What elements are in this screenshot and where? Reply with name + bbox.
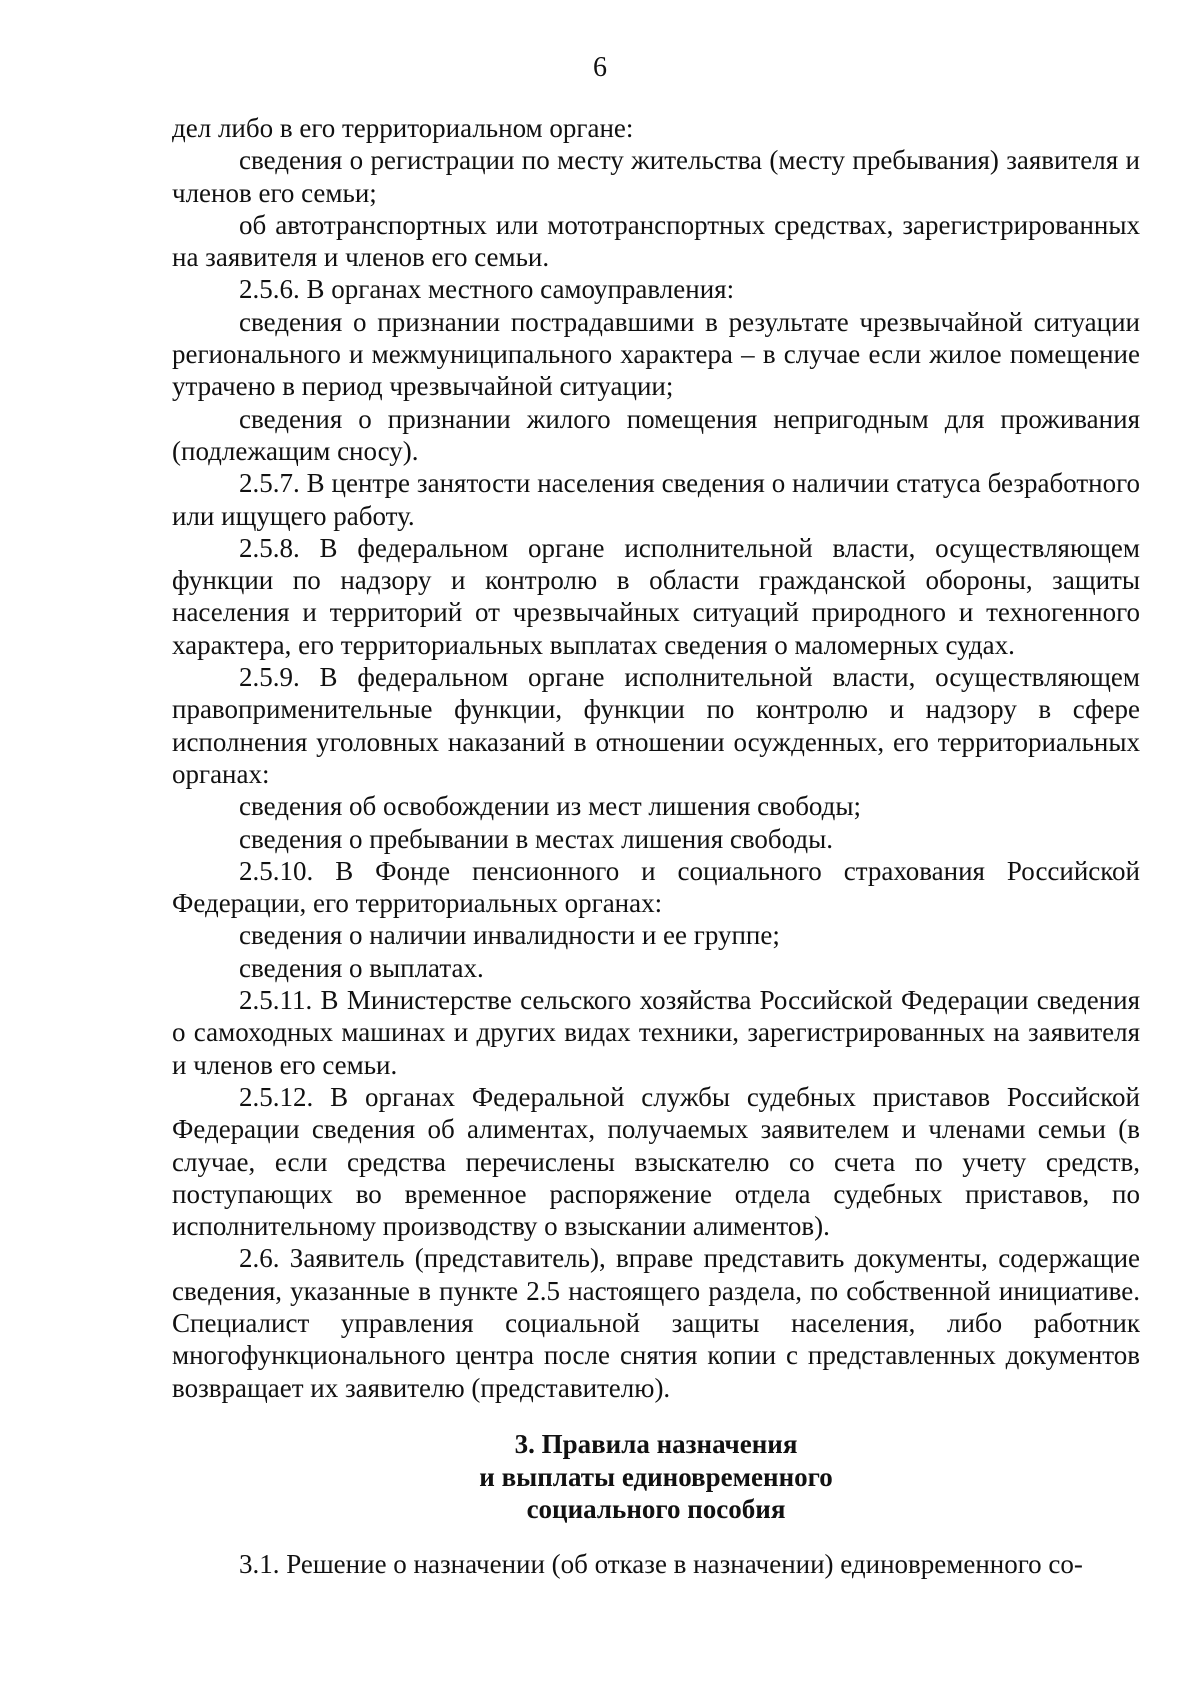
paragraph: сведения о регистрации по месту жительства (месту пребывания) заявителя и членов его семьи; [172, 145, 1140, 208]
paragraph: 2.5.11. В Министерстве сельского хозяйства Российской Федерации сведения о самоходных машинах и других видах техники, зарегистрированных на заявителя и членов его семьи. [172, 985, 1140, 1080]
paragraph: 2.5.6. В органах местного самоуправления: [239, 274, 735, 305]
paragraph: об автотранспортных или мототранспортных средствах, зарегистрированных на заявителя и членов его семьи. [172, 209, 1140, 273]
body-text [172, 112, 1140, 1404]
paragraph: 2.5.10. В Фонде пенсионного и социального страхования Российской Федерации, его территориальных органах: [172, 855, 1140, 919]
paragraph: 2.5.9. В федеральном органе исполнительной власти, осуществляющем правоприменительные функции, функции по контролю и надзору в сфере исполнения уголовных наказаний в отношении осужденных, его территориальных органах: [172, 662, 1140, 789]
paragraph: 2.6. Заявитель (представитель), вправе представить документы, содержащие сведения, указанные в пункте 2.5 настоящего раздела, по собственной инициативе. Специалист управления социальной защиты населения, либо работник многофункционального центра после снятия копии с представленных документов возвращает их заявителю (представителю). [172, 1243, 1140, 1403]
section-heading-line: и выплаты единовременного [479, 1461, 833, 1492]
paragraph: 3.1. Решение о назначении (об отказе в назначении) единовременного со- [239, 1549, 1083, 1579]
section-heading-line: социального пособия [526, 1494, 786, 1524]
paragraph: 2.5.8. В федеральном органе исполнительной власти, осуществляющем функции по надзору и контролю в области гражданской обороны, защиты населения и территорий от чрезвычайных ситуаций природного и техногенного характера, его территориальных выплатах сведения о маломерных судах. [172, 532, 1140, 660]
section-heading [172, 1428, 1140, 1526]
paragraph: сведения о выплатах. [239, 952, 484, 983]
paragraph: сведения о признании жилого помещения непригодным для проживания (подлежащим сносу). [172, 403, 1140, 466]
paragraph: 2.5.12. В органах Федеральной службы судебных приставов Российской Федерации сведения об алиментах, получаемых заявителем и членами семьи (в случае, если средства перечислены взыскателю со счета по учету средств, поступающих во временное распоряжение отдела судебных приставов, по исполнительному производству о взыскании алиментов). [172, 1081, 1140, 1242]
paragraph: 2.5.7. В центре занятости населения сведения о наличии статуса безработного или ищущего работу. [172, 468, 1140, 531]
paragraph: сведения о наличии инвалидности и ее группе; [239, 920, 780, 951]
paragraph: дел либо в его территориальном органе: [172, 113, 634, 143]
section-heading-line: 3. Правила назначения [514, 1429, 798, 1459]
paragraph: сведения о пребывании в местах лишения свободы. [239, 823, 834, 854]
page-number: 6 [593, 52, 607, 83]
paragraph: сведения об освобождении из мест лишения свободы; [239, 791, 862, 822]
paragraph: сведения о признании пострадавшими в результате чрезвычайной ситуации регионального и межмуниципального характера – в случае если жилое помещение утрачено в период чрезвычайной ситуации; [172, 306, 1140, 402]
